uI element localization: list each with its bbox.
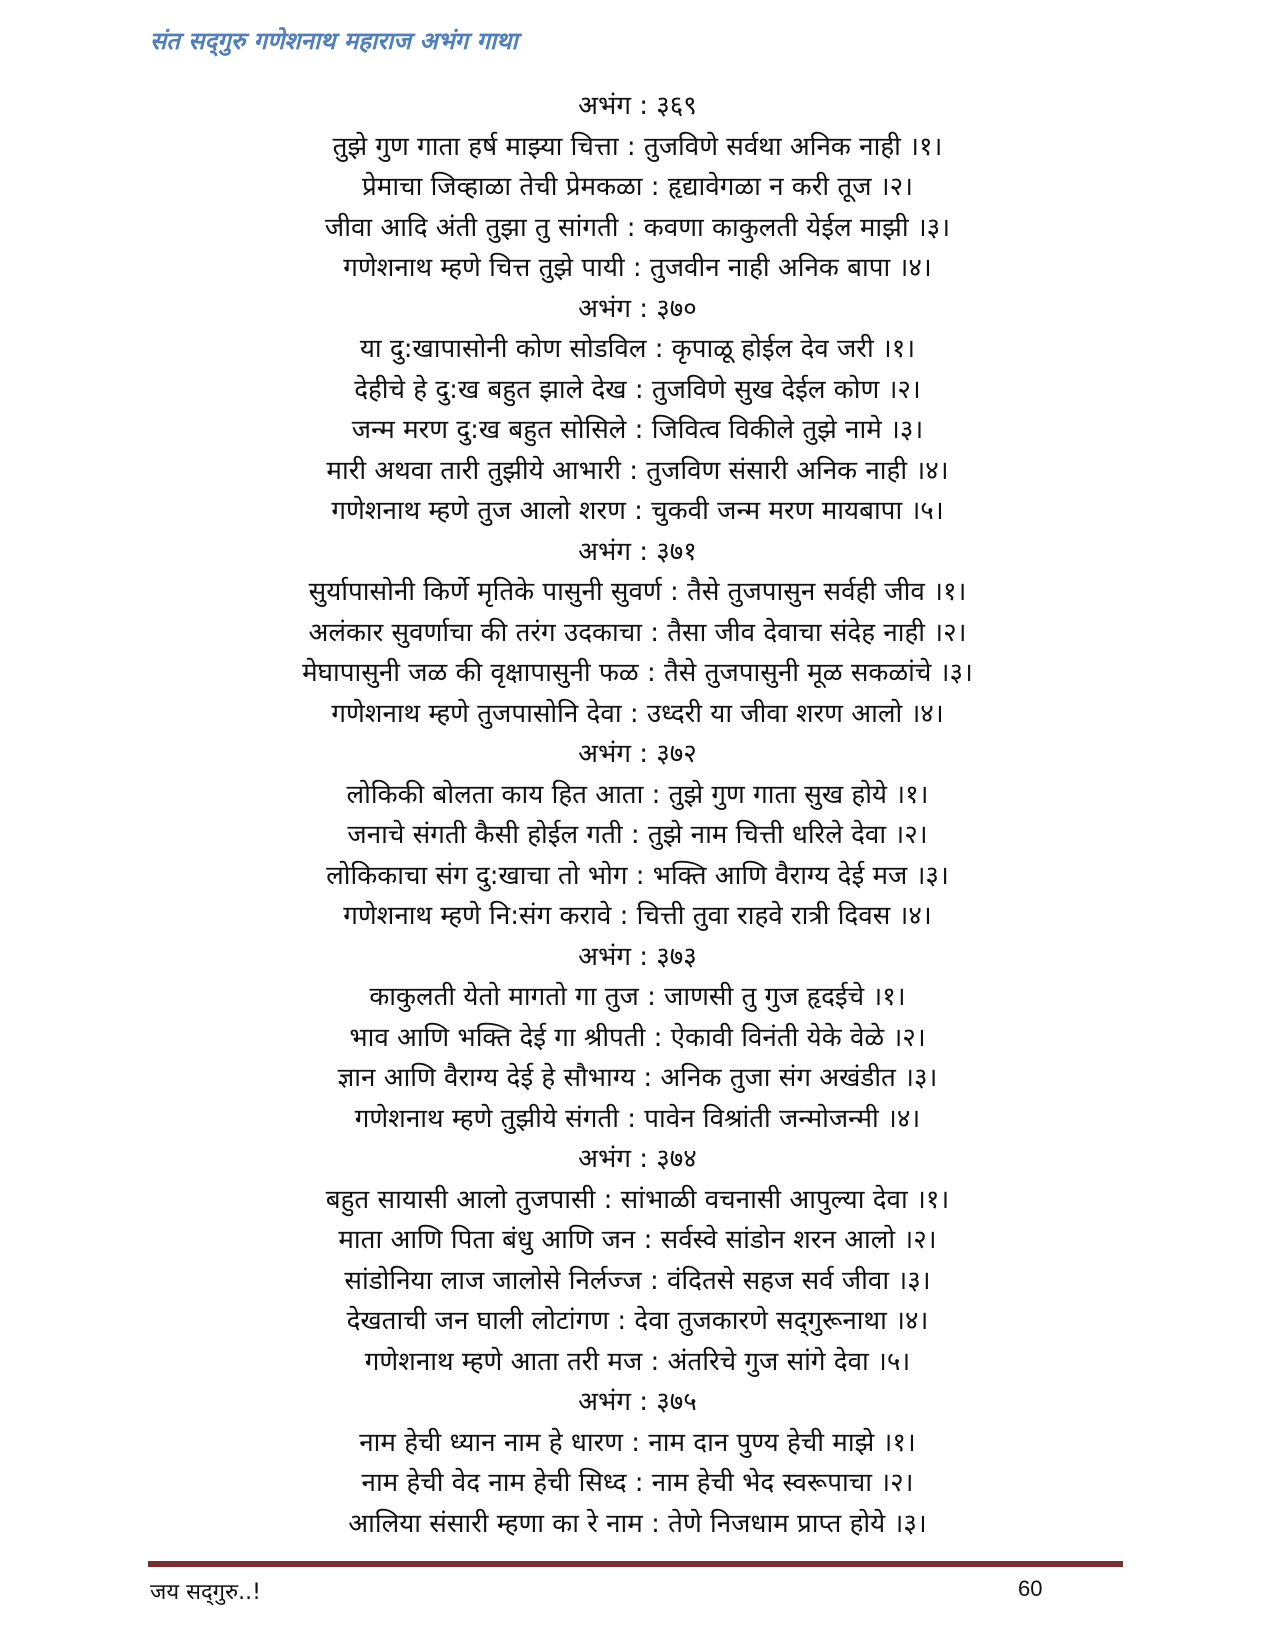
verse-line: ज्ञान आणि वैराग्य देई हे सौभाग्य : अनिक तुजा संग अखंडीत ।३। [337, 1063, 938, 1093]
verse-line: गणेशनाथ म्हणे नि:संग करावे : चित्ती तुवा राहवे रात्री दिवस ।४। [343, 901, 932, 931]
document-header-title: संत सद्‌गुरु गणेशनाथ महाराज अभंग गाथा [150, 27, 518, 55]
verse-line: लोकिकी बोलता काय हित आता : तुझे गुण गाता सुख होये ।१। [346, 779, 929, 810]
verse-line: गणेशनाथ म्हणे आता तरी मज : अंतरिचे गुज सांगे देवा ।५। [364, 1346, 911, 1377]
verse-line: गणेशनाथ म्हणे तुझीये संगती : पावेन विश्रांती जन्मोजन्मी ।४। [354, 1103, 921, 1134]
abhang-heading: अभंग : ३७४ [578, 1144, 697, 1174]
verse-line: लोकिकाचा संग दु:खाचा तो भोग : भक्ति आणि वैराग्य देई मज ।३। [326, 860, 949, 891]
footer-salutation: जय सद्‌गुरु..! [150, 1580, 261, 1605]
verse-line: सांडोनिया लाज जालोसे निर्लज्ज : वंदितसे सहज सर्व जीवा ।३। [344, 1265, 931, 1296]
verse-line: गणेशनाथ म्हणे तुज आलो शरण : चुकवी जन्म मरण मायबापा ।५। [331, 496, 944, 526]
verse-line: नाम हेची ध्यान नाम हे धारण : नाम दान पुण्य हेची माझे ।१। [359, 1427, 916, 1458]
verse-line: नाम हेची वेद नाम हेची सिध्द : नाम हेची भेद स्वरूपाचा ।२। [361, 1468, 914, 1498]
verse-line: गणेशनाथ म्हणे तुजपासोनि देवा : उध्दरी या जीवा शरण आलो ।४। [331, 698, 944, 729]
abhang-heading: अभंग : ३७२ [578, 739, 697, 769]
page-number: 60 [1018, 1576, 1043, 1601]
verse-line: भाव आणि भक्ति देई गा श्रीपती : ऐकावी विनंती येके वेळे ।२। [349, 1022, 926, 1053]
verse-line: जन्म मरण दु:ख बहुत सोसिले : जिवित्व विकीले तुझे नामे ।३। [351, 415, 924, 445]
abhang-heading: अभंग : ३७३ [578, 941, 697, 972]
verse-line: माता आणि पिता बंधु आणि जन : सर्वस्वे सांडोन शरन आलो ।२। [338, 1225, 937, 1255]
verse-line: सुर्यापासोनी किर्णे मृतिके पासुनी सुवर्ण : तैसे तुजपासुन सर्वही जीव ।१। [308, 577, 967, 607]
verse-line: अलंकार सुवर्णाचा की तरंग उदकाचा : तैसा जीव देवाचा संदेह नाही ।२। [308, 617, 967, 648]
verse-line: आलिया संसारी म्हणा का रे नाम : तेणे निजधाम प्राप्त होये ।३। [348, 1508, 927, 1539]
verse-line: देखताची जन घाली लोटांगण : देवा तुजकारणे सद्‌गुरूनाथा ।४। [346, 1306, 929, 1336]
verse-line: जनाचे संगती कैसी होईल गती : तुझे नाम चित्ती धरिले देवा ।२। [347, 820, 928, 850]
abhang-text-body [0, 86, 1275, 1544]
verse-line: बहुत सायासी आलो तुजपासी : सांभाळी वचनासी आपुल्या देवा ।१। [325, 1184, 950, 1215]
verse-line: गणेशनाथ म्हणे चित्त तुझे पायी : तुजवीन नाही अनिक बापा ।४। [343, 253, 932, 283]
abhang-heading: अभंग : ३७१ [578, 536, 697, 567]
verse-line: या दु:खापासोनी कोण सोडविल : कृपाळू होईल देव जरी ।१। [359, 334, 916, 364]
verse-line: मारी अथवा तारी तुझीये आभारी : तुजविण संसारी अनिक नाही ।४। [326, 455, 949, 486]
verse-line: तुझे गुण गाता हर्ष माझ्या चित्ता : तुजविणे सर्वथा अनिक नाही ।१। [332, 131, 943, 162]
footer-divider [148, 1561, 1123, 1567]
verse-line: मेघापासुनी जळ की वृक्षापासुनी फळ : तैसे तुजपासुनी मूळ सकळांचे ।३। [302, 658, 973, 688]
abhang-heading: अभंग : ३७५ [578, 1387, 697, 1417]
verse-line: प्रेमाचा जिव्हाळा तेची प्रेमकळा : हृद्यावेगळा न करी तूज ।२। [361, 172, 913, 202]
verse-line: काकुलती येतो मागतो गा तुज : जाणसी तु गुज हृदईचे ।१। [369, 982, 906, 1012]
verse-line: जीवा आदि अंती तुझा तु सांगती : कवणा काकुलती येईल माझी ।३। [324, 212, 951, 243]
abhang-heading: अभंग : ३७० [578, 293, 697, 324]
abhang-heading: अभंग : ३६९ [578, 91, 697, 121]
verse-line: देहीचे हे दु:ख बहुत झाले देख : तुजविणे सुख देईल कोण ।२। [354, 374, 921, 405]
